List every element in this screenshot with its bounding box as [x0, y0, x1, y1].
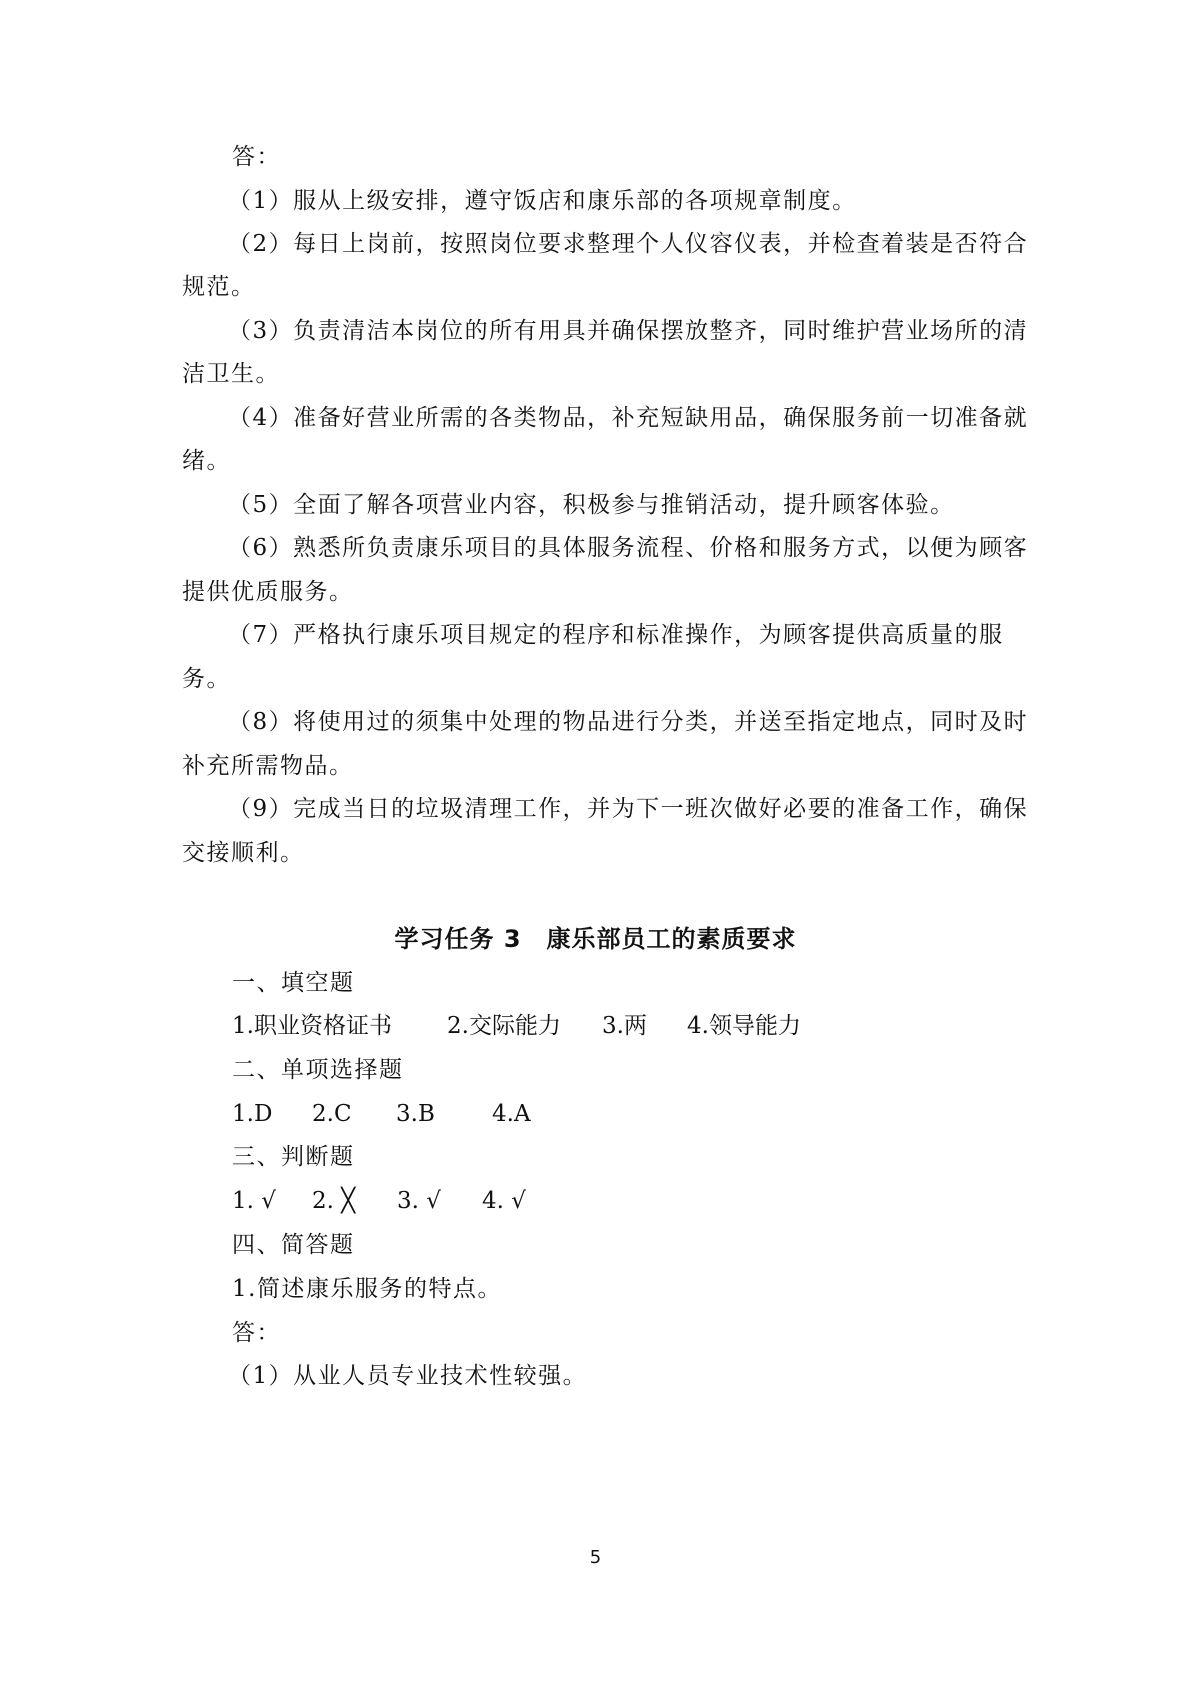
true-false-answer-1: 1. √ — [232, 1188, 276, 1214]
single-choice-answers — [232, 1099, 531, 1129]
duty-item-6: （6）熟悉所负责康乐项目的具体服务流程、价格和服务方式，以便为顾客 — [228, 535, 1029, 561]
true-false-answer-2: 2. ╳ — [312, 1188, 356, 1214]
duty-item-5: （5）全面了解各项营业内容，积极参与推销活动，提升顾客体验。 — [228, 492, 955, 518]
duty-item-4-cont: 绪。 — [182, 448, 231, 474]
fill-blank-answers — [232, 1011, 801, 1041]
answer-label: 答： — [232, 144, 281, 170]
duty-item-3: （3）负责清洁本岗位的所有用具并确保摆放整齐，同时维护营业场所的清 — [228, 318, 1029, 344]
duty-item-2: （2）每日上岗前，按照岗位要求整理个人仪容仪表，并检查着装是否符合 — [228, 231, 1029, 257]
single-choice-answer-4: 4.A — [492, 1101, 531, 1127]
duty-item-8-cont: 补充所需物品。 — [182, 753, 354, 779]
duty-item-7: （7）严格执行康乐项目规定的程序和标准操作，为顾客提供高质量的服 — [228, 622, 1004, 648]
page-number: 5 — [589, 1547, 602, 1568]
duty-item-9-cont: 交接顺利。 — [182, 840, 305, 866]
true-false-answer-3: 3. √ — [397, 1188, 441, 1214]
duty-item-1: （1）服从上级安排，遵守饭店和康乐部的各项规章制度。 — [228, 188, 857, 214]
single-choice-answer-2: 2.C — [312, 1101, 352, 1127]
duty-item-6-cont: 提供优质服务。 — [182, 579, 354, 605]
true-false-answer-4: 4. √ — [482, 1188, 526, 1214]
duty-item-8: （8）将使用过的须集中处理的物品进行分类，并送至指定地点，同时及时 — [228, 709, 1029, 735]
single-choice-answer-3: 3.B — [396, 1101, 435, 1127]
duty-item-7-cont: 务。 — [182, 666, 231, 692]
duty-item-3-cont: 洁卫生。 — [182, 361, 280, 387]
fill-blank-answer-3: 3.两 — [602, 1013, 647, 1039]
duty-item-2-cont: 规范。 — [182, 274, 256, 300]
single-choice-heading: 二、单项选择题 — [232, 1057, 404, 1083]
duty-item-4: （4）准备好营业所需的各类物品，补充短缺用品，确保服务前一切准备就 — [228, 405, 1029, 431]
short-answer-point-1: （1）从业人员专业技术性较强。 — [228, 1363, 588, 1389]
fill-blank-answer-2: 2.交际能力 — [447, 1013, 561, 1039]
single-choice-answer-1: 1.D — [232, 1101, 273, 1127]
short-answer-heading: 四、简答题 — [232, 1232, 355, 1258]
section-title: 学习任务 3 康乐部员工的素质要求 — [394, 925, 797, 953]
fill-blank-heading: 一、填空题 — [232, 970, 355, 996]
short-answer-question: 1.简述康乐服务的特点。 — [232, 1276, 502, 1302]
duty-item-9: （9）完成当日的垃圾清理工作，并为下一班次做好必要的准备工作，确保 — [228, 796, 1029, 822]
true-false-heading: 三、判断题 — [232, 1144, 355, 1170]
fill-blank-answer-4: 4.领导能力 — [687, 1013, 801, 1039]
fill-blank-answer-1: 1.职业资格证书 — [232, 1013, 392, 1039]
short-answer-label: 答： — [232, 1320, 281, 1346]
true-false-answers — [232, 1186, 526, 1216]
